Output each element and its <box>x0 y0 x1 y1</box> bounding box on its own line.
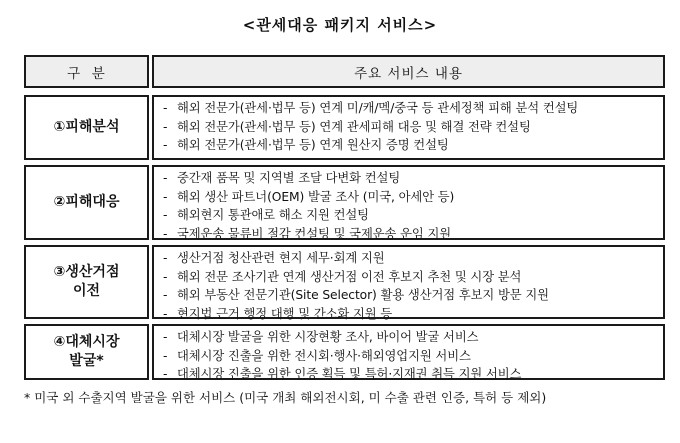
items-cell-production-relocation <box>152 245 665 319</box>
list-item: - 해외 전문 조사기관 연계 생산거점 이전 후보지 추천 및 시장 분석 <box>163 269 522 284</box>
list-item: - 대체시장 진출을 위한 인증 획득 및 특허·지재권 취득 지원 서비스 <box>163 367 522 381</box>
category-cell-damage-analysis <box>24 95 149 160</box>
header-content-label: 주요 서비스 내용 <box>354 65 463 82</box>
category-cell-alternative-market <box>24 324 149 380</box>
category-label-line2: 발굴* <box>69 353 104 369</box>
list-item: - 대체시장 진출을 위한 전시회·행사·해외영업지원 서비스 <box>163 348 471 363</box>
list-item: - 해외 부동산 전문기관(Site Selector) 활용 생산거점 후보지 방문 지원 <box>163 288 549 302</box>
header-category-label: 구 분 <box>67 65 106 82</box>
header-content-cell <box>152 55 665 88</box>
items-cell-damage-response <box>152 165 665 240</box>
category-label: ②피해대응 <box>53 194 120 210</box>
items-cell-damage-analysis <box>152 95 665 160</box>
items-cell-alternative-market <box>152 324 665 380</box>
category-label-line1: ④대체시장 <box>53 334 120 350</box>
list-item: - 중간재 품목 및 지역별 조달 다변화 컨설팅 <box>163 171 401 185</box>
category-label-line1: ③생산거점 <box>53 264 120 280</box>
category-label-line2: 이전 <box>72 283 101 299</box>
category-label: ①피해분석 <box>53 119 120 135</box>
category-cell-production-relocation <box>24 245 149 319</box>
category-cell-damage-response <box>24 165 149 240</box>
list-item: - 대체시장 발굴을 위한 시장현황 조사, 바이어 발굴 서비스 <box>163 330 479 344</box>
list-item: - 해외 생산 파트너(OEM) 발굴 조사 (미국, 아세안 등) <box>163 189 455 204</box>
header-category-cell <box>24 55 149 88</box>
list-item: - 국제운송 물류비 절감 컨설팅 및 국제운송 운임 지원 <box>163 226 452 241</box>
page-title: <관세대응 패키지 서비스> <box>242 16 438 34</box>
list-item: - 생산거점 청산관련 현지 세무·회계 지원 <box>163 251 385 265</box>
list-item: - 해외 전문가(관세·법무 등) 연계 원산지 증명 컨설팅 <box>163 138 449 152</box>
list-item: - 해외 전문가(관세·법무 등) 연계 관세피해 대응 및 해결 전략 컨설팅 <box>163 119 531 134</box>
list-item: - 현지법 근거 행정 대행 및 간소화 지원 등 <box>163 306 393 321</box>
list-item: - 해외 전문가(관세·법무 등) 연계 미/캐/멕/중국 등 관세정책 피해 분석 컨설팅 <box>163 101 579 115</box>
list-item: - 해외현지 통관애로 해소 지원 컨설팅 <box>163 208 369 222</box>
footnote: * 미국 외 수출지역 발굴을 위한 서비스 (미국 개최 해외전시회, 미 수출 관련 인증, 특허 등 제외) <box>24 390 547 405</box>
